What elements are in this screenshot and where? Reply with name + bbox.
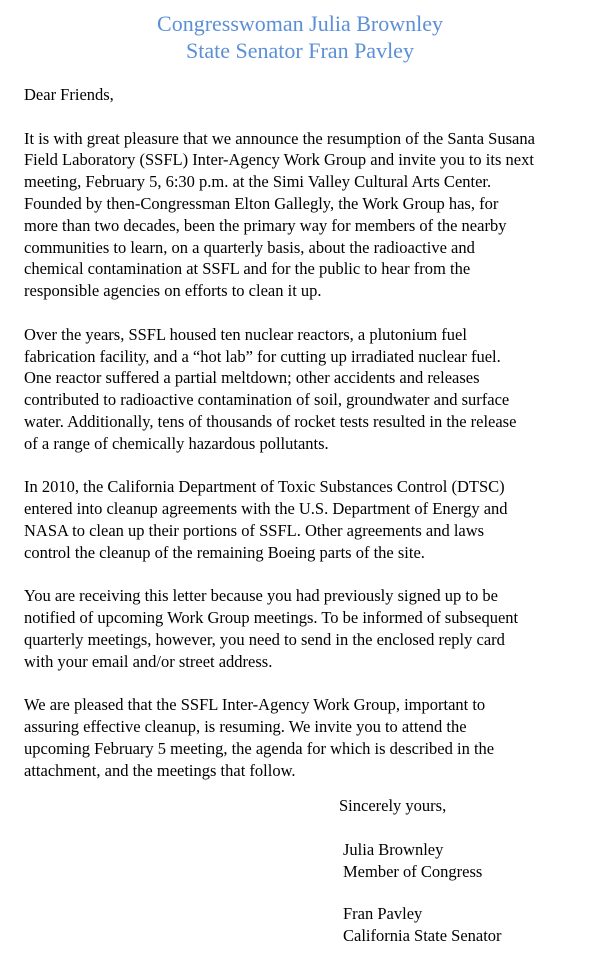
- signature-block-1: [343, 839, 482, 883]
- header-line-1: Congresswoman Julia Brownley: [157, 11, 443, 36]
- signatory-title: California State Senator: [343, 925, 502, 945]
- signature-block-2: [343, 903, 502, 947]
- signatory-name: Julia Brownley: [343, 840, 444, 859]
- paragraph-5: [24, 694, 594, 781]
- salutation: Dear Friends,: [24, 85, 114, 104]
- paragraph-line: Field Laboratory (SSFL) Inter-Agency Work Group and invite you to its next: [24, 150, 534, 170]
- paragraph-line: communities to learn, on a quarterly basis, about the radioactive and: [24, 237, 475, 257]
- paragraph-line: fabrication facility, and a “hot lab” for cutting up irradiated nuclear fuel.: [24, 346, 501, 366]
- paragraph-line: chemical contamination at SSFL and for the public to hear from the: [24, 259, 471, 279]
- closing: Sincerely yours,: [339, 796, 447, 815]
- paragraph-3: [24, 476, 594, 563]
- paragraph-1: [24, 128, 594, 302]
- paragraph-line: NASA to clean up their portions of SSFL. Other agreements and laws: [24, 520, 485, 540]
- paragraph-line: You are receiving this letter because you had previously signed up to be: [24, 586, 498, 606]
- paragraph-line: contributed to radioactive contamination of soil, groundwater and surface: [24, 390, 510, 410]
- paragraph-line: water. Additionally, tens of thousands of rocket tests resulted in the release: [24, 411, 517, 431]
- paragraph-line: attachment, and the meetings that follow.: [24, 760, 296, 780]
- paragraph-line: entered into cleanup agreements with the U.S. Department of Energy and: [24, 499, 508, 519]
- paragraph-line: In 2010, the California Department of Toxic Substances Control (DTSC): [24, 477, 505, 497]
- paragraph-line: more than two decades, been the primary way for members of the nearby: [24, 215, 507, 235]
- letter-body: [24, 84, 594, 803]
- paragraph-line: Founded by then-Congressman Elton Gallegly, the Work Group has, for: [24, 193, 499, 213]
- paragraph-line: quarterly meetings, however, you need to send in the enclosed reply card: [24, 629, 505, 649]
- signatory-name: Fran Pavley: [343, 904, 423, 923]
- header-line-2: State Senator Fran Pavley: [186, 38, 414, 63]
- paragraph-line: with your email and/or street address.: [24, 651, 273, 671]
- paragraph-line: We are pleased that the SSFL Inter-Agency Work Group, important to: [24, 695, 486, 715]
- paragraph-line: One reactor suffered a partial meltdown; other accidents and releases: [24, 368, 480, 388]
- letter-header: [0, 10, 600, 64]
- paragraph-line: responsible agencies on efforts to clean it up.: [24, 281, 322, 301]
- paragraph-line: control the cleanup of the remaining Boeing parts of the site.: [24, 542, 425, 562]
- signatory-title: Member of Congress: [343, 861, 483, 881]
- paragraph-line: notified of upcoming Work Group meetings. To be informed of subsequent: [24, 608, 519, 628]
- paragraph-line: upcoming February 5 meeting, the agenda for which is described in the: [24, 738, 495, 758]
- paragraph-line: It is with great pleasure that we announce the resumption of the Santa Susana: [24, 128, 535, 148]
- paragraph-line: Over the years, SSFL housed ten nuclear reactors, a plutonium fuel: [24, 324, 467, 344]
- paragraph-4: [24, 585, 594, 672]
- paragraph-line: assuring effective cleanup, is resuming. We invite you to attend the: [24, 717, 467, 737]
- paragraph-line: of a range of chemically hazardous pollutants.: [24, 433, 329, 453]
- paragraph-2: [24, 324, 594, 455]
- paragraph-line: meeting, February 5, 6:30 p.m. at the Simi Valley Cultural Arts Center.: [24, 172, 492, 192]
